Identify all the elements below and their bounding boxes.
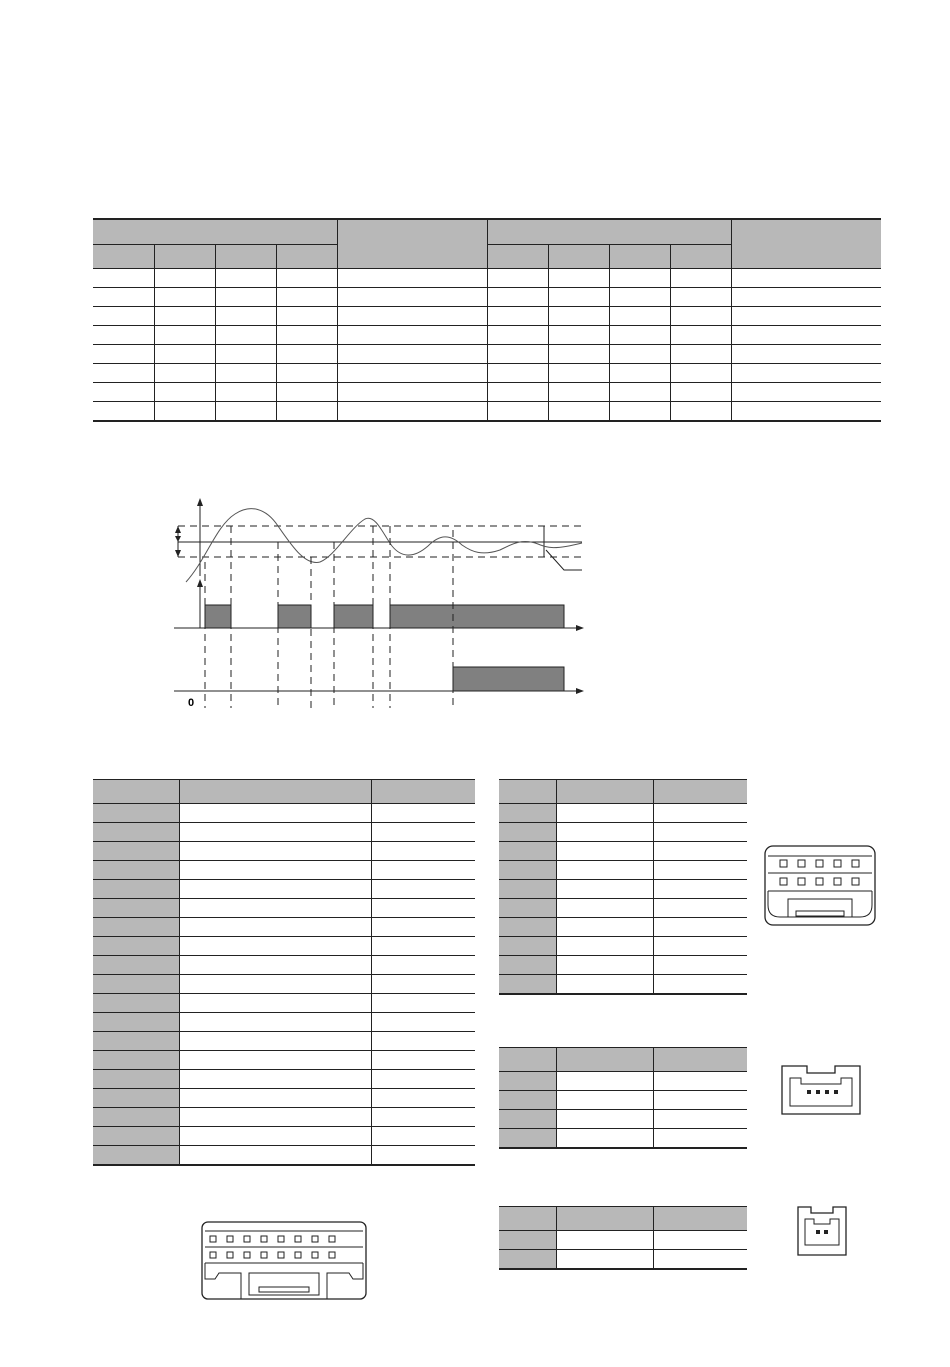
hysteresis-arrow-down: [175, 550, 181, 557]
spec-table: [93, 218, 881, 422]
table-header-row: [499, 780, 747, 804]
table-row: [93, 975, 475, 994]
process-value-curve: [186, 509, 582, 582]
upper-y-arrow: [197, 498, 203, 506]
table-row: [499, 823, 747, 842]
timing-chart: [160, 490, 600, 715]
output1-pulse: [205, 605, 231, 628]
output2-x-arrow: [576, 688, 584, 694]
table-row: [93, 306, 881, 325]
table-row: [499, 1091, 747, 1110]
table-row: [499, 1231, 747, 1250]
table-row: [93, 1127, 475, 1146]
table-row: [93, 1013, 475, 1032]
hysteresis-arrow-mid: [175, 536, 181, 542]
table-row: [93, 956, 475, 975]
table-header-row: [499, 1207, 747, 1231]
table-row: [93, 1051, 475, 1070]
pin-table-main: [93, 779, 475, 1166]
table-row: [499, 1250, 747, 1270]
table-row: [93, 1146, 475, 1166]
table-row: [93, 1108, 475, 1127]
leader-line: [546, 550, 582, 570]
table-row: [93, 861, 475, 880]
table-row: [93, 937, 475, 956]
connector-2pin-icon: [797, 1205, 847, 1257]
table-row: [93, 842, 475, 861]
output1-pulse: [278, 605, 311, 628]
table-row: [499, 1129, 747, 1149]
output1-x-arrow: [576, 625, 584, 631]
table-row: [499, 861, 747, 880]
output-y-arrow: [197, 579, 203, 587]
table-row: [93, 880, 475, 899]
table-row: [93, 918, 475, 937]
table-header-row: [93, 219, 881, 244]
table-row: [93, 401, 881, 421]
table-row: [93, 1032, 475, 1051]
table-row: [93, 382, 881, 401]
connector-16pin-icon: [201, 1221, 367, 1301]
table-row: [93, 268, 881, 287]
table-row: [499, 956, 747, 975]
table-row: [93, 823, 475, 842]
output2-pulse: [453, 667, 564, 691]
table-row: [499, 937, 747, 956]
table-row: [499, 899, 747, 918]
table-row: [499, 880, 747, 899]
table-row: [499, 975, 747, 995]
table-row: [93, 1070, 475, 1089]
table-row: [499, 804, 747, 823]
connector-4pin-icon: [781, 1064, 861, 1116]
table-row: [93, 363, 881, 382]
table-row: [499, 1072, 747, 1091]
table-row: [93, 994, 475, 1013]
table-row: [93, 899, 475, 918]
table-row: [499, 918, 747, 937]
pin-table-c: [499, 1206, 747, 1270]
pin-table-b: [499, 1047, 747, 1149]
table-row: [93, 344, 881, 363]
connector-10pin-icon: [764, 845, 876, 927]
pin-table-a: [499, 779, 747, 995]
table-header-row: [499, 1048, 747, 1072]
output1-pulse: [390, 605, 564, 628]
table-row: [93, 287, 881, 306]
table-row: [93, 804, 475, 823]
table-header-row: [93, 780, 475, 804]
table-row: [499, 1110, 747, 1129]
table-row: [93, 325, 881, 344]
table-row: [93, 1089, 475, 1108]
output1-pulse: [334, 605, 373, 628]
hysteresis-arrow-up: [175, 526, 181, 533]
table-row: [499, 842, 747, 861]
zero-label: 0: [188, 697, 195, 709]
